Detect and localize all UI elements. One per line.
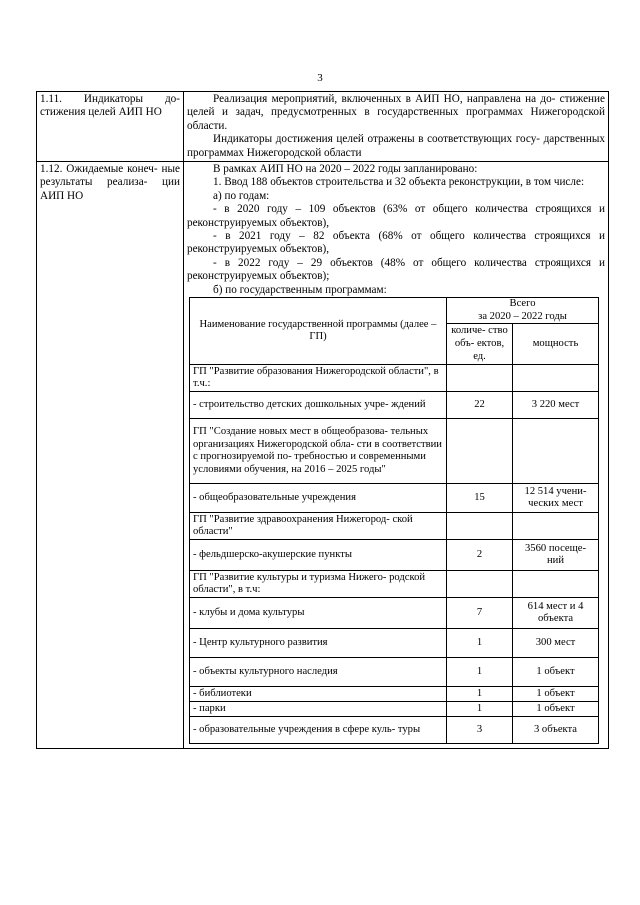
table-row [190,598,599,629]
object-count: 15 [447,484,513,513]
table-row [190,513,599,540]
object-count [447,365,513,392]
programs-table [189,297,599,744]
table-row [190,658,599,687]
year-item: - в 2022 году – 29 объектов (48% от общего количества строящихся и реконструируемых объектов); [187,256,605,283]
table-row [190,571,599,598]
object-count: 22 [447,392,513,419]
table-row [190,702,599,717]
program-name: - библиотеки [190,687,447,702]
capacity: 3 220 мест [513,392,599,419]
table-row [190,419,599,484]
header-total-line1: Всего [509,298,536,310]
header-program-name: Наименование государственной программы (далее – ГП) [190,298,447,365]
capacity [513,571,599,598]
object-count: 1 [447,687,513,702]
object-count: 7 [447,598,513,629]
point-1: 1. Ввод 188 объектов строительства и 32 объекта реконструкции, в том числе: [213,176,585,189]
program-name: ГП "Создание новых мест в общеобразова- тельных организациях Нижегородской обла- сти в соответствии с прогнозируемой по- требностью и современными условиями обучения, на 2016 – 2025 годы" [190,419,447,484]
program-name: - общеобразовательные учреждения [190,484,447,513]
capacity: 12 514 учени- ческих мест [513,484,599,513]
table-row [190,365,599,392]
row-label-indicators: 1.11. Индикаторы до- стижения целей АИП НО [37,92,184,162]
capacity: 614 мест и 4 объекта [513,598,599,629]
program-name: - Центр культурного развития [190,629,447,658]
table-row [190,540,599,571]
table-row [190,687,599,702]
program-name: - образовательные учреждения в сфере куль- туры [190,717,447,744]
object-count [447,513,513,540]
header-power: мощность [513,324,599,365]
row-results [37,162,609,749]
row-label-results: 1.12. Ожидаемые конеч- ные результаты реализа- ции АИП НО [37,162,184,749]
object-count [447,419,513,484]
page-number: 3 [317,72,323,84]
program-name: - фельдшерско-акушерские пункты [190,540,447,571]
capacity [513,419,599,484]
capacity [513,365,599,392]
program-name: - парки [190,702,447,717]
capacity: 1 объект [513,687,599,702]
capacity: 3 объекта [513,717,599,744]
program-name: ГП "Развитие здравоохранения Нижегород- ской области" [190,513,447,540]
program-name: - строительство детских дошкольных учре- ждений [190,392,447,419]
table-row [190,392,599,419]
row-content-results [184,162,609,749]
passport-table [36,91,609,749]
header-count: количе- ство объ- ектов, ед. [447,324,513,365]
object-count [447,571,513,598]
header-total-line2: за 2020 – 2022 годы [478,310,567,322]
table-row [190,629,599,658]
row-content-indicators [184,92,609,162]
capacity: 1 объект [513,658,599,687]
capacity: 1 объект [513,702,599,717]
capacity: 3560 посеще- ний [513,540,599,571]
table-row [190,484,599,513]
year-item: - в 2021 году – 82 объекта (68% от общего количества строящихся и реконструируемых объектов), [187,230,605,256]
row-indicators [37,92,609,162]
table-row [190,717,599,744]
capacity: 300 мест [513,629,599,658]
capacity [513,513,599,540]
header-total [447,298,599,324]
program-name: - клубы и дома культуры [190,598,447,629]
paragraph: Индикаторы достижения целей отражены в соответствующих госу- дарственных программах Нижегородской области [187,133,605,159]
program-name: ГП "Развитие образования Нижегородской области", в т.ч.: [190,365,447,392]
paragraph: Реализация мероприятий, включенных в АИП НО, направлена на до- стижение целей и задач, предусмотренных в государственных программах Нижегородской области. [187,93,605,132]
intro-text: В рамках АИП НО на 2020 – 2022 годы запланировано: [213,163,478,176]
programs-header-row [190,298,599,324]
object-count: 1 [447,658,513,687]
year-item: - в 2020 году – 109 объектов (63% от общего количества строящихся и реконструируемых объектов), [187,203,605,229]
object-count: 2 [447,540,513,571]
object-count: 3 [447,717,513,744]
object-count: 1 [447,702,513,717]
by-years-title: а) по годам: [213,189,270,202]
object-count: 1 [447,629,513,658]
program-name: - объекты культурного наследия [190,658,447,687]
program-name: ГП "Развитие культуры и туризма Нижего- родской области", в т.ч: [190,571,447,598]
by-programs-title: б) по государственным программам: [213,283,387,296]
